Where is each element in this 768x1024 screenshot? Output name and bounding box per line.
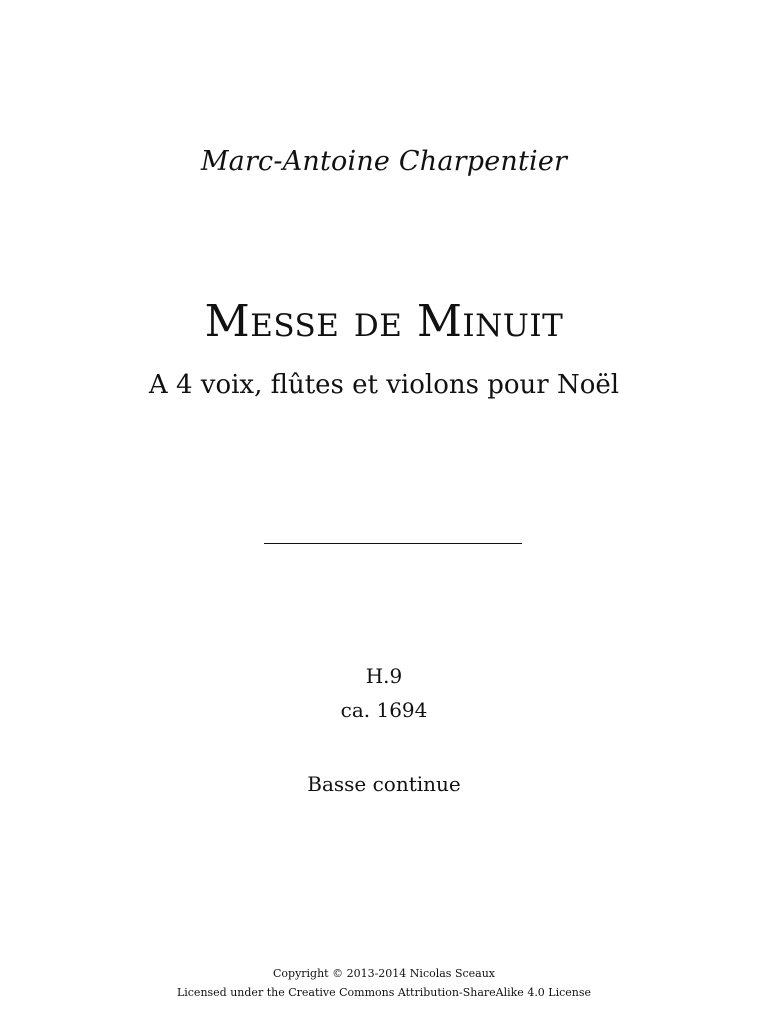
work-subtitle: A 4 voix, flûtes et violons pour Noël bbox=[148, 370, 620, 400]
part-name: Basse continue bbox=[307, 772, 461, 796]
catalog-number: H.9 bbox=[365, 664, 403, 688]
copyright-notice: Copyright © 2013-2014 Nicolas Sceaux bbox=[272, 967, 495, 980]
composition-date: ca. 1694 bbox=[340, 698, 428, 722]
work-title: Messe de Minuit bbox=[204, 296, 564, 347]
composer-name: Marc-Antoine Charpentier bbox=[200, 146, 568, 177]
title-divider bbox=[264, 543, 522, 544]
license-notice: Licensed under the Creative Commons Attribution-ShareAlike 4.0 License bbox=[176, 986, 592, 999]
